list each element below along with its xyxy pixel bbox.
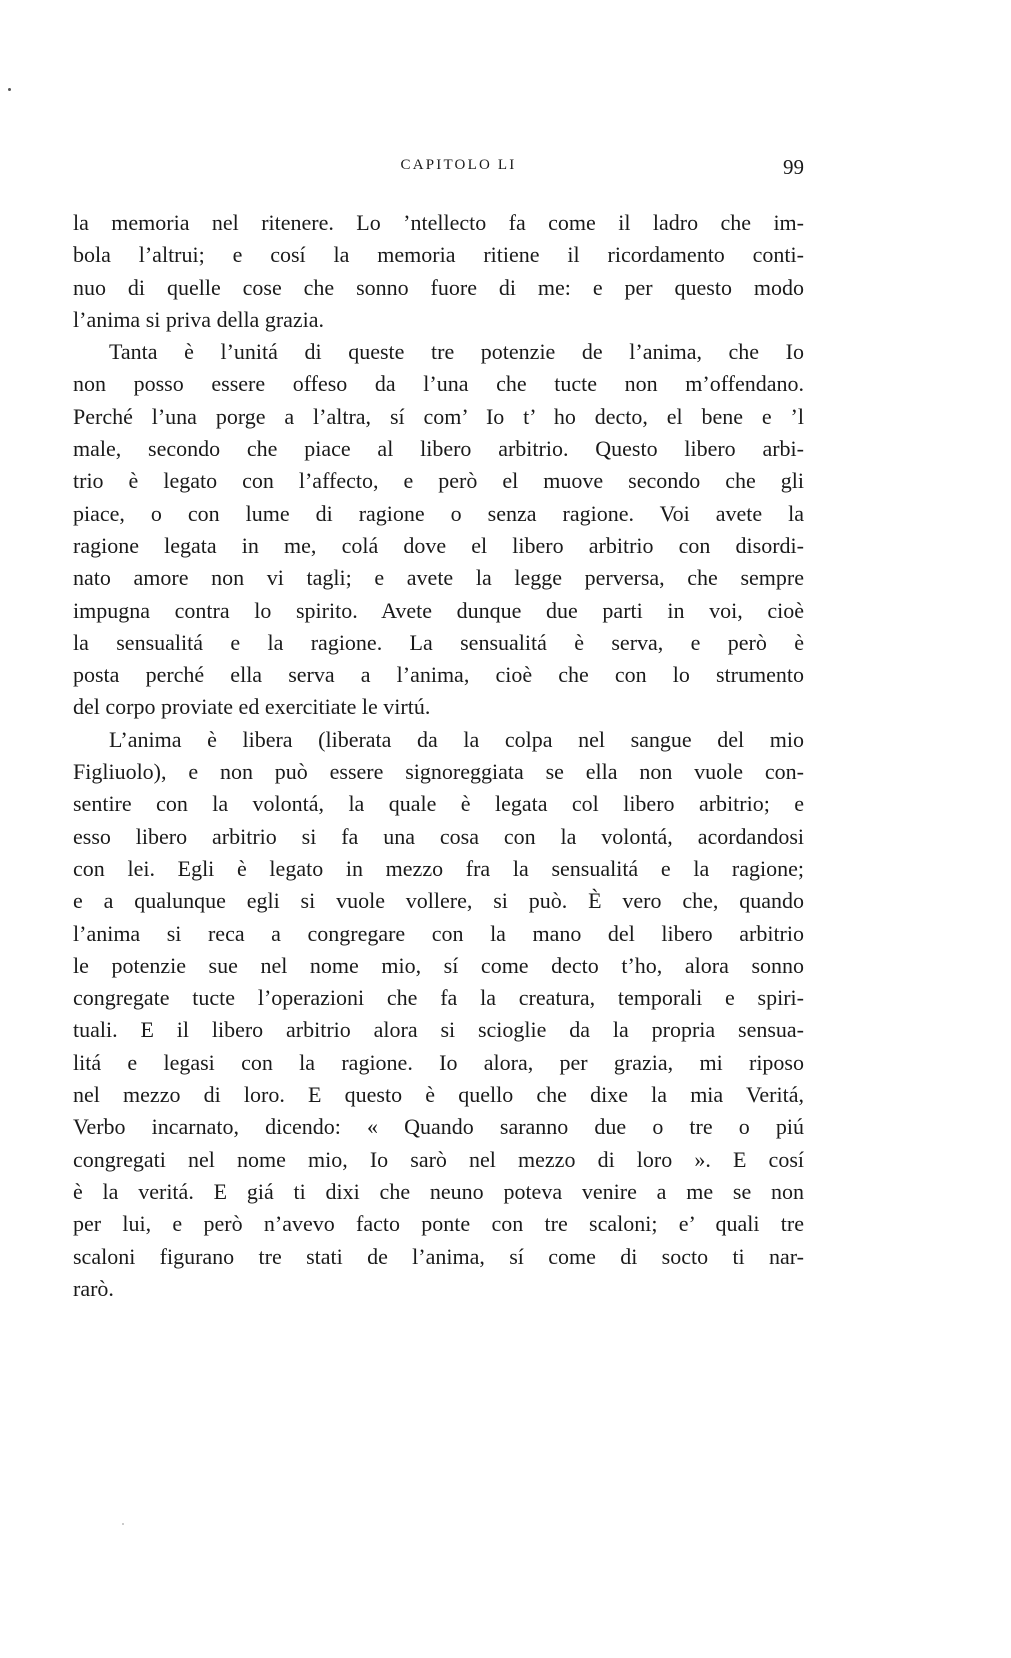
text-line: esso libero arbitrio si fa una cosa con la volontá, acordandosi — [73, 823, 804, 849]
text-line: Verbo incarnato, dicendo: « Quando saranno due o tre o piú — [73, 1114, 804, 1140]
text-line: le potenzie sue nel nome mio, sí come decto t’ho, alora sonno — [73, 952, 804, 978]
text-line: scaloni figurano tre stati de l’anima, sí come di socto ti nar- — [73, 1243, 804, 1269]
text-line: non posso essere offeso da l’una che tucte non m’offendano. — [73, 371, 804, 397]
text-line: nuo di quelle cose che sonno fuore di me: e per questo modo — [73, 274, 804, 300]
text-line: è la veritá. E giá ti dixi che neuno poteva venire a me se non — [73, 1178, 804, 1204]
text-line: l’anima si priva della grazia. — [73, 306, 325, 332]
text-line: piace, o con lume di ragione o senza ragione. Voi avete la — [73, 500, 804, 526]
text-line: congregati nel nome mio, Io sarò nel mezzo di loro ». E cosí — [73, 1146, 804, 1172]
text-line: posta perché ella serva a l’anima, cioè che con lo strumento — [73, 662, 804, 688]
text-line: L’anima è libera (liberata da la colpa nel sangue del mio — [109, 726, 804, 752]
text-line: con lei. Egli è legato in mezzo fra la sensualitá e la ragione; — [73, 855, 804, 881]
page-number: 99 — [783, 155, 804, 179]
scan-speck — [122, 1523, 124, 1525]
running-head — [73, 152, 804, 178]
text-line: l’anima si reca a congregare con la mano del libero arbitrio — [73, 920, 804, 946]
text-line: trio è legato con l’affecto, e però el muove secondo che gli — [73, 468, 804, 494]
text-line: nato amore non vi tagli; e avete la legge perversa, che sempre — [73, 565, 804, 591]
text-line: sentire con la volontá, la quale è legata col libero arbitrio; e — [73, 791, 804, 817]
text-line: congregate tucte l’operazioni che fa la creatura, temporali e spiri- — [73, 985, 804, 1011]
body-text — [73, 207, 804, 1305]
text-line: Figliuolo), e non può essere signoreggiata se ella non vuole con- — [73, 759, 804, 785]
scan-speck — [8, 88, 11, 91]
text-line: bola l’altrui; e cosí la memoria ritiene il ricordamento conti- — [73, 242, 804, 268]
text-line: nel mezzo di loro. E questo è quello che dixe la mia Veritá, — [73, 1082, 804, 1108]
text-line: Perché l’una porge a l’altra, sí com’ Io t’ ho decto, el bene e ’l — [73, 403, 804, 429]
text-line: rarò. — [73, 1275, 114, 1301]
text-line: e a qualunque egli si vuole vollere, si può. È vero che, quando — [73, 888, 804, 914]
text-line: litá e legasi con la ragione. Io alora, per grazia, mi riposo — [73, 1049, 804, 1075]
text-line: per lui, e però n’avevo facto ponte con tre scaloni; e’ quali tre — [73, 1211, 804, 1237]
text-line: male, secondo che piace al libero arbitrio. Questo libero arbi- — [73, 436, 804, 462]
text-line: la sensualitá e la ragione. La sensualitá è serva, e però è — [73, 629, 804, 655]
text-line: Tanta è l’unitá di queste tre potenzie de l’anima, che Io — [109, 339, 804, 365]
chapter-heading: CAPITOLO LI — [400, 157, 517, 173]
text-line: ragione legata in me, colá dove el libero arbitrio con disordi- — [73, 532, 804, 558]
text-line: tuali. E il libero arbitrio alora si scioglie da la propria sensua- — [73, 1017, 804, 1043]
text-line: del corpo proviate ed exercitiate le virtú. — [73, 694, 431, 720]
text-line: impugna contra lo spirito. Avete dunque due parti in voi, cioè — [73, 597, 804, 623]
text-line: la memoria nel ritenere. Lo ’ntellecto fa come il ladro che im- — [73, 210, 804, 235]
